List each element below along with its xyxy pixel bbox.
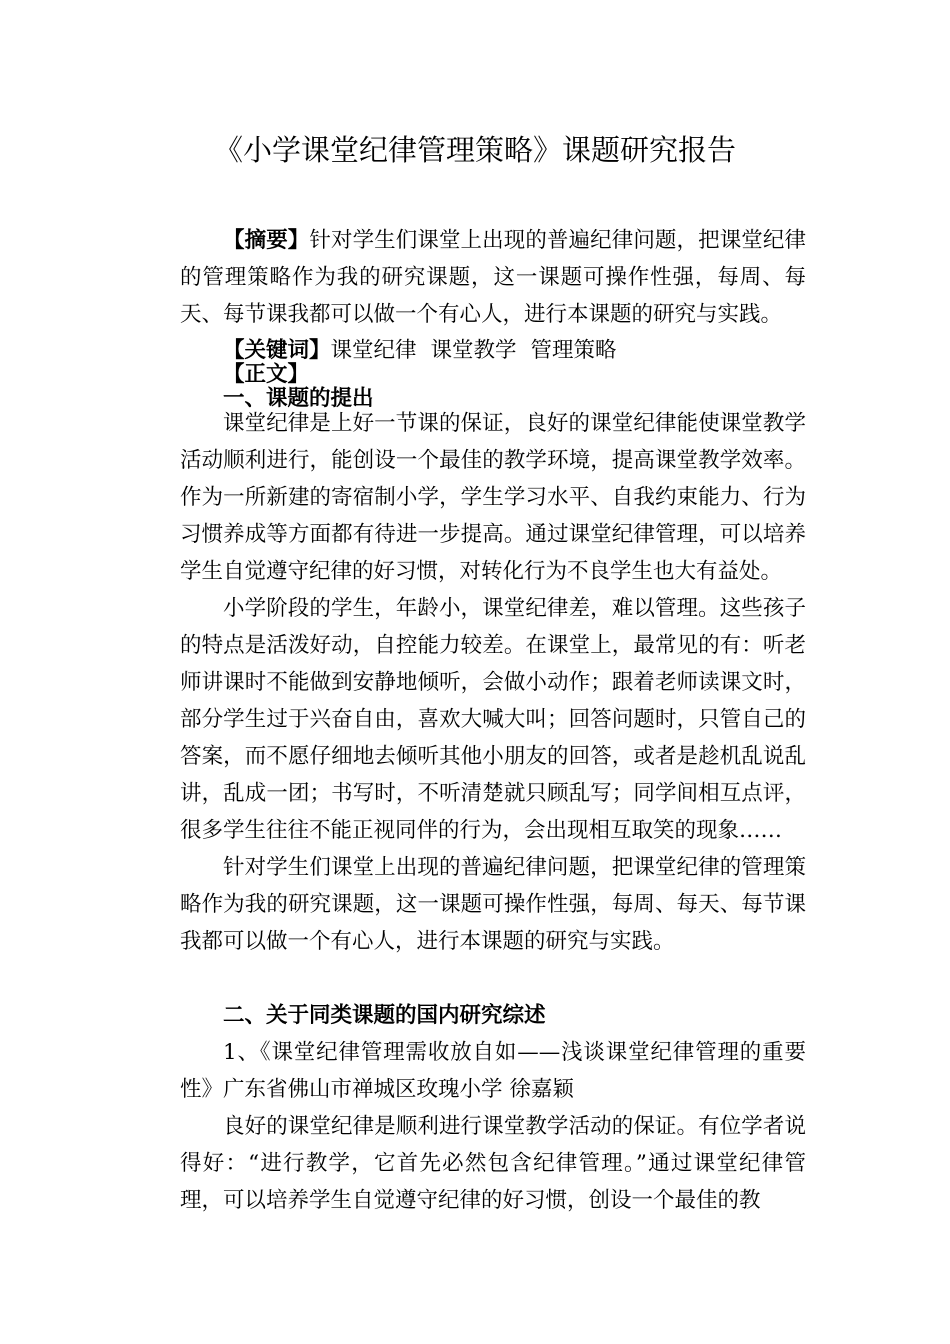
keywords-line: [223, 338, 617, 364]
keyword-item: 课堂教学: [430, 338, 517, 363]
abstract-text: 针对学生们课堂上出现的普遍纪律问题，把课堂纪律的管理策略作为我的研究课题，这一课题可操作性强，每周、每天、每节课我都可以做一个有心人，进行本课题的研究与实践。: [180, 228, 806, 327]
paragraph: 良好的课堂纪律是顺利进行课堂教学活动的保证。有位学者说得好：“进行教学，它首先必然包含纪律管理。”通过课堂纪律管理，可以培养学生自觉遵守纪律的好习惯，创设一个最佳的教: [180, 1114, 806, 1213]
paragraph: 针对学生们课堂上出现的普遍纪律问题，把课堂纪律的管理策略作为我的研究课题，这一课题可操作性强，每周、每天、每节课我都可以做一个有心人，进行本课题的研究与实践。: [180, 855, 806, 954]
section2-heading: 二、关于同类课题的国内研究综述: [223, 1003, 546, 1028]
paragraph: 1、《课堂纪律管理需收放自如——浅谈课堂纪律管理的重要性》广东省佛山市禅城区玫瑰小学 徐嘉颖: [180, 1040, 806, 1102]
paragraph: 课堂纪律是上好一节课的保证，良好的课堂纪律能使课堂教学活动顺利进行，能创设一个最佳的教学环境，提高课堂教学效率。作为一所新建的寄宿制小学，学生学习水平、自我约束能力、行为习惯养成等方面都有待进一步提高。通过课堂纪律管理，可以培养学生自觉遵守纪律的好习惯，对转化行为不良学生也大有益处。: [180, 411, 806, 584]
abstract-label: 【摘要】: [223, 228, 310, 253]
document-title: 《小学课堂纪律管理策略》课题研究报告: [213, 133, 736, 167]
keyword-item: 管理策略: [530, 338, 617, 363]
section1-heading: 一、课题的提出: [223, 386, 374, 411]
paragraph: 小学阶段的学生，年龄小，课堂纪律差，难以管理。这些孩子的特点是活泼好动，自控能力较差。在课堂上，最常见的有：听老师讲课时不能做到安静地倾听，会做小动作；跟着老师读课文时，部分学生过于兴奋自由，喜欢大喊大叫；回答问题时，只管自己的答案，而不愿仔细地去倾听其他小朋友的回答，或者是趁机乱说乱讲，乱成一团；书写时，不听清楚就只顾乱写；同学间相互点评，很多学生往往不能正视同伴的行为，会出现相互取笑的现象……: [180, 596, 806, 843]
body-label: 【正文】: [223, 362, 310, 387]
keywords-label: 【关键词】: [223, 338, 331, 363]
section1-body: [180, 405, 806, 960]
section2-body: [180, 997, 806, 1219]
keyword-item: 课堂纪律: [330, 338, 417, 363]
abstract-paragraph: [180, 222, 806, 333]
